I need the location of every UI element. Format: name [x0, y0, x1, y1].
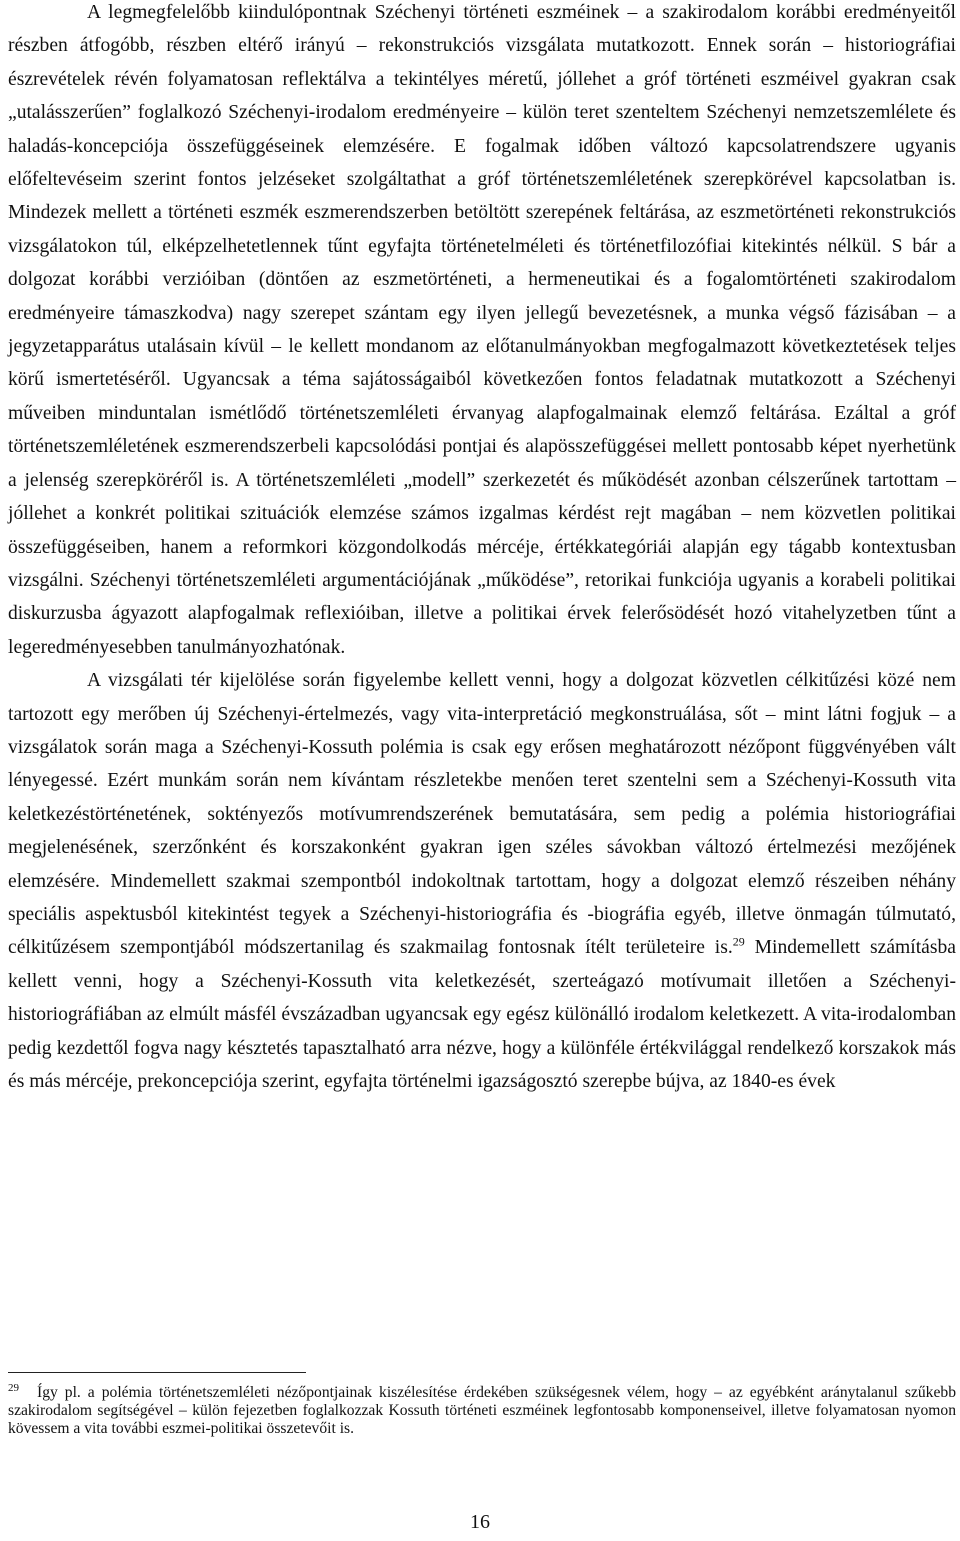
document-page: [8, 0, 956, 1098]
footnote: [8, 1381, 956, 1438]
footnote-reference: 29: [732, 934, 745, 949]
footnote-number: 29: [8, 1381, 19, 1394]
body-paragraph-2-text-after-note: Mindemellett számításba kellett venni, hogy a Széchenyi-Kossuth vita keletkezését, szerteágazó motívumait illetően a Széchenyi-historiográfiában az elmúlt másfél évszázadban ugyancsak egy egész különálló irodalom keletkezett. A vita-irodalomban pedig kezdettől fogva nagy késztetés tapasztalható arra nézve, hogy a különféle értékvilággal rendelkező korszakok más és más mércéje, prekoncepciója szerint, egyfajta történelmi igazságosztó szerepbe bújva, az 1840-es évek: [8, 937, 956, 1092]
body-paragraph-1: A legmegfelelőbb kiindulópontnak Széchenyi történeti eszméinek – a szakirodalom korábbi eredményeitől részben átfogóbb, részben eltérő irányú – rekonstrukciós vizsgálata mutatkozott. Ennek során – historiográfiai észrevételek révén folyamatosan reflektálva a tekintélyes méretű, jóllehet a gróf történeti eszméivel gyakran csak „utalásszerűen” foglalkozó Széchenyi-irodalom eredményeire – külön teret szenteltem Széchenyi nemzetszemlélete és haladás-koncepciója összefüggéseinek elemzésére. E fogalmak időben változó kapcsolatrendszere ugyanis előfeltevéseim szerint fontos jelzéseket szolgáltathat a gróf történetszemléletének szerepkörével kapcsolatban is. Mindezek mellett a történeti eszmék eszmerendszerben betöltött szerepének feltárása, az eszmetörténeti rekonstrukciós vizsgálatokon túl, elképzelhetetlennek tűnt egyfajta történetelméleti és történetfilozófiai kitekintés nélkül. S bár a dolgozat korábbi verzióiban (döntően az eszmetörténeti, a hermeneutikai és a fogalomtörténeti szakirodalom eredményeire támaszkodva) nagy szerepet szántam egy ilyen jellegű bevezetésnek, a munka végső fázisában – a jegyzetapparátus utalásain kívül – le kellett mondanom az előtanulmányokban megfogalmazott következtetések teljes körű ismertetéséről. Ugyancsak a téma sajátosságaiból következően fontos feladatnak mutatkozott a Széchenyi műveiben minduntalan ismétlődő történetszemléleti érvanyag alapfogalmainak elemző feltárása. Ezáltal a gróf történetszemléletének eszmerendszerbeli kapcsolódási pontjai és alapösszefüggései mellett pontosabb képet nyerhetünk a jelenség szerepköréről is. A történetszemléleti „modell” szerkezetét és működését azonban célszerűnek tartottam – jóllehet a konkrét politikai szituációk elemzése számos izgalmas kérdést rejt magában – nem közvetlen politikai összefüggéseiben, hanem a reformkori közgondolkodás mércéje, értékkategóriái alapján egy tágabb kontextusban vizsgálni. Széchenyi történetszemléleti argumentációjának „működése”, retorikai funkciója ugyanis a korabeli politikai diskurzusba ágyazott alapfogalmak reflexióiban, illetve a politikai érvek felerősödését hozó vitahelyzetben tűnt a legeredményesebben tanulmányozhatónak.: [8, 2, 956, 658]
body-paragraph-2-text-before-note: A vizsgálati tér kijelölése során figyelembe kellett venni, hogy a dolgozat közvetlen célkitűzési közé nem tartozott egy merőben új Széchenyi-értelmezés, vagy vita-interpretáció megkonstruálása, sőt – mint látni fogjuk – a vizsgálatok során maga a Széchenyi-Kossuth polémia is csak egy erősen meghatározott nézőpont függvényében vált lényegessé. Ezért munkám során nem kívántam részletekbe menően teret szentelni sem a Széchenyi-Kossuth vita keletkezéstörténetének, soktényezős motívumrendszerének bemutatására, sem pedig a polémia historiográfiai megjelenésének, szerzőnként és korszakonként gyakran igen széles sávokban változó értelmezési mezőjének elemzésére. Mindemellett szakmai szempontból indokoltnak tartottam, hogy a dolgozat elemző részeiben néhány speciális aspektusból kitekintést tegyek a Széchenyi-historiográfia és -biográfia egyéb, illetve önmagán túlmutató, célkitűzésem szempontjából módszertanilag és szakmailag fontosnak ítélt területeire is.: [8, 670, 956, 959]
footnote-separator: [8, 1372, 306, 1373]
page-number: 16: [470, 1511, 490, 1533]
footnote-text: Így pl. a polémia történetszemléleti nézőpontjainak kiszélesítése érdekében szükségesnek vélem, hogy – az egyébként aránytalanul szűkebb szakirodalom segítségével – külön fejezetben foglalkozzak Kossuth történeti eszméinek legfontosabb komponenseivel, illetve folyamatosan nyomon kövessem a vita további eszmei-politikai összetevőit is.: [8, 1384, 956, 1437]
body-paragraph-2: [8, 664, 956, 1098]
